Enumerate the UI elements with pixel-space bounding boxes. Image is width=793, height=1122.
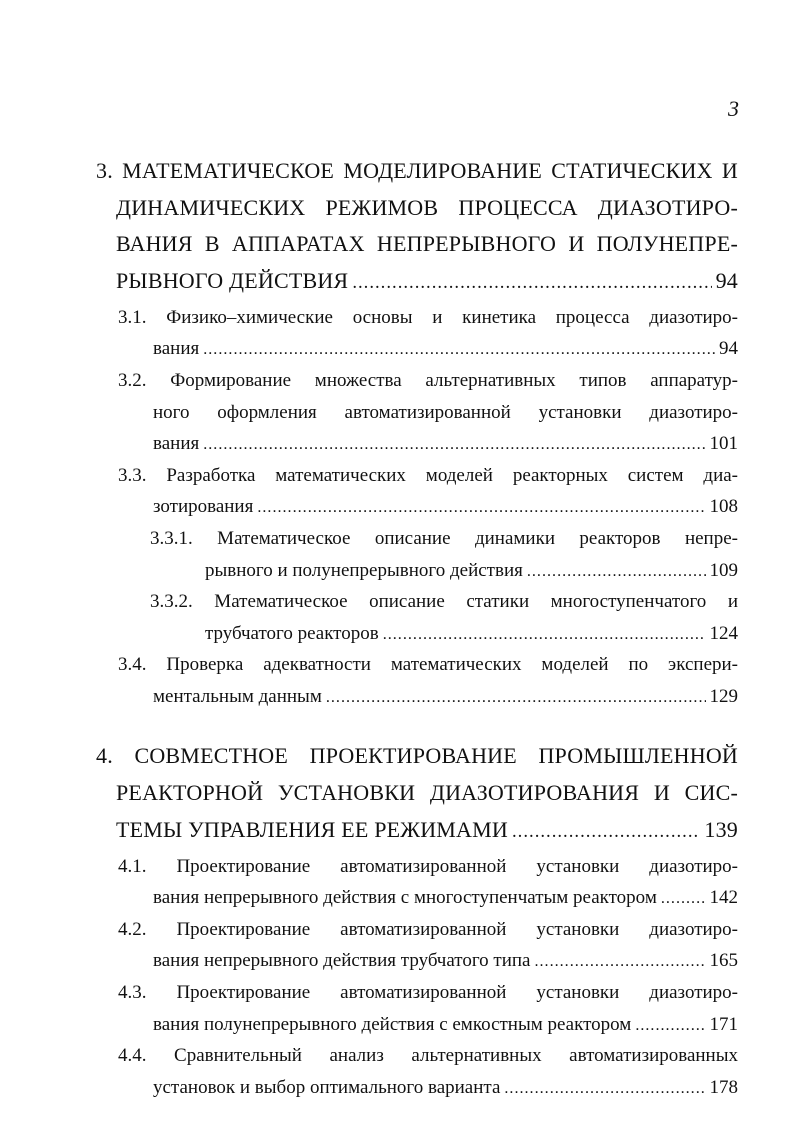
toc-entry-leader[interactable]	[118, 882, 738, 914]
toc-entry-leader[interactable]	[96, 263, 738, 300]
toc-subsection-3-3-2	[96, 586, 738, 649]
chapter-title-line: 3. МАТЕМАТИЧЕСКОЕ МОДЕЛИРОВАНИЕ СТАТИЧЕСКИХ И	[96, 158, 738, 183]
toc-entry-leader[interactable]	[150, 618, 738, 650]
section-title-line: 4.1. Проектирование автоматизированной установки диазотиро-	[118, 855, 738, 877]
dot-leader	[661, 883, 706, 915]
chapter-title-line: ВАНИЯ В АППАРАТАХ НЕПРЕРЫВНОГО И ПОЛУНЕПРЕ-	[116, 231, 738, 257]
page-ref: 108	[709, 496, 738, 518]
chapter-gap	[96, 712, 738, 738]
page-ref: 165	[709, 950, 738, 972]
chapter-title-line: 4. СОВМЕСТНОЕ ПРОЕКТИРОВАНИЕ ПРОМЫШЛЕННОЙ	[96, 743, 738, 769]
dot-leader	[203, 429, 705, 461]
section-title-line: вания	[153, 433, 200, 455]
toc-chapter-3	[96, 153, 738, 300]
toc-chapter-4	[96, 738, 738, 848]
toc-section-3-3	[96, 460, 738, 523]
section-title-line: ментальным данным	[153, 685, 322, 707]
page-ref: 94	[715, 268, 738, 294]
section-title-line: вания непрерывного действия трубчатого типа	[153, 950, 531, 972]
section-title-line: 3.3.2. Математическое описание статики многоступенчатого и	[150, 591, 738, 613]
page-ref: 101	[709, 433, 738, 455]
section-title-line: 3.3. Разработка математических моделей реакторных систем диа-	[118, 464, 738, 486]
section-title-line: рывного и полунепрерывного действия	[205, 559, 523, 581]
toc-entry-leader[interactable]	[118, 945, 738, 977]
dot-leader	[203, 334, 715, 366]
dot-leader	[326, 682, 706, 714]
toc-entry-leader[interactable]	[150, 555, 738, 587]
page-ref: 178	[709, 1076, 738, 1098]
section-title-line: 3.3.1. Математическое описание динамики реакторов непре-	[150, 527, 738, 549]
toc-entry-leader[interactable]	[118, 1072, 738, 1104]
section-title-line: ного оформления автоматизированной установки диазотиро-	[153, 401, 738, 423]
section-title-line: зотирования	[153, 496, 254, 518]
section-title-line: 3.4. Проверка адекватности математических моделей по экспери-	[118, 654, 738, 676]
page-number: 3	[728, 96, 739, 121]
dot-leader	[383, 619, 706, 651]
section-title-line: 4.3. Проектирование автоматизированной установки диазотиро-	[118, 981, 738, 1003]
page-ref: 129	[709, 685, 738, 707]
toc-subsection-3-3-1	[96, 523, 738, 586]
dot-leader	[352, 265, 711, 302]
toc-section-4-2	[96, 914, 738, 977]
dot-leader	[257, 492, 705, 524]
toc-section-4-1	[96, 851, 738, 914]
toc-entry-leader[interactable]	[96, 812, 738, 849]
toc-section-4-3	[96, 977, 738, 1040]
page-ref: 109	[709, 559, 738, 581]
dot-leader	[512, 814, 700, 851]
dot-leader	[635, 1010, 705, 1042]
chapter-title-line: РЫВНОГО ДЕЙСТВИЯ	[116, 268, 349, 294]
chapter-title-line: ТЕМЫ УПРАВЛЕНИЯ ЕЕ РЕЖИМАМИ	[116, 816, 508, 842]
dot-leader	[534, 946, 705, 978]
page-ref: 142	[709, 887, 738, 909]
toc-section-3-2	[96, 365, 738, 460]
section-title-line: трубчатого реакторов	[205, 622, 379, 644]
section-title-line: 3.1. Физико–химические основы и кинетика процесса диазотиро-	[118, 306, 738, 328]
chapter-title-line: ДИНАМИЧЕСКИХ РЕЖИМОВ ПРОЦЕССА ДИАЗОТИРО-	[116, 194, 738, 220]
section-title-line: вания полунепрерывного действия с емкостным реактором	[153, 1013, 632, 1035]
toc-entry-leader[interactable]	[118, 333, 738, 365]
page-ref: 94	[719, 338, 738, 360]
toc-section-3-1	[96, 302, 738, 365]
section-title-line: 3.2. Формирование множества альтернативных типов аппаратур-	[118, 369, 738, 391]
toc-entry-leader[interactable]	[118, 1009, 738, 1041]
section-title-line: вания	[153, 338, 200, 360]
section-title-line: 4.2. Проектирование автоматизированной установки диазотиро-	[118, 918, 738, 940]
table-of-contents	[96, 153, 738, 1103]
section-title-line: установок и выбор оптимального варианта	[153, 1076, 501, 1098]
toc-entry-leader[interactable]	[118, 491, 738, 523]
section-title-line: вания непрерывного действия с многоступенчатым реактором	[153, 887, 657, 909]
toc-section-4-4	[96, 1040, 738, 1103]
toc-entry-leader[interactable]	[118, 681, 738, 713]
section-title-line: 4.4. Сравнительный анализ альтернативных автоматизированных	[118, 1045, 738, 1067]
toc-section-3-4	[96, 649, 738, 712]
dot-leader	[504, 1073, 705, 1105]
dot-leader	[527, 556, 706, 588]
chapter-title-line: РЕАКТОРНОЙ УСТАНОВКИ ДИАЗОТИРОВАНИЯ И СИС-	[116, 780, 738, 806]
page-ref: 171	[709, 1013, 738, 1035]
page-ref: 124	[709, 622, 738, 644]
page-ref: 139	[704, 816, 738, 842]
toc-entry-leader[interactable]	[118, 428, 738, 460]
